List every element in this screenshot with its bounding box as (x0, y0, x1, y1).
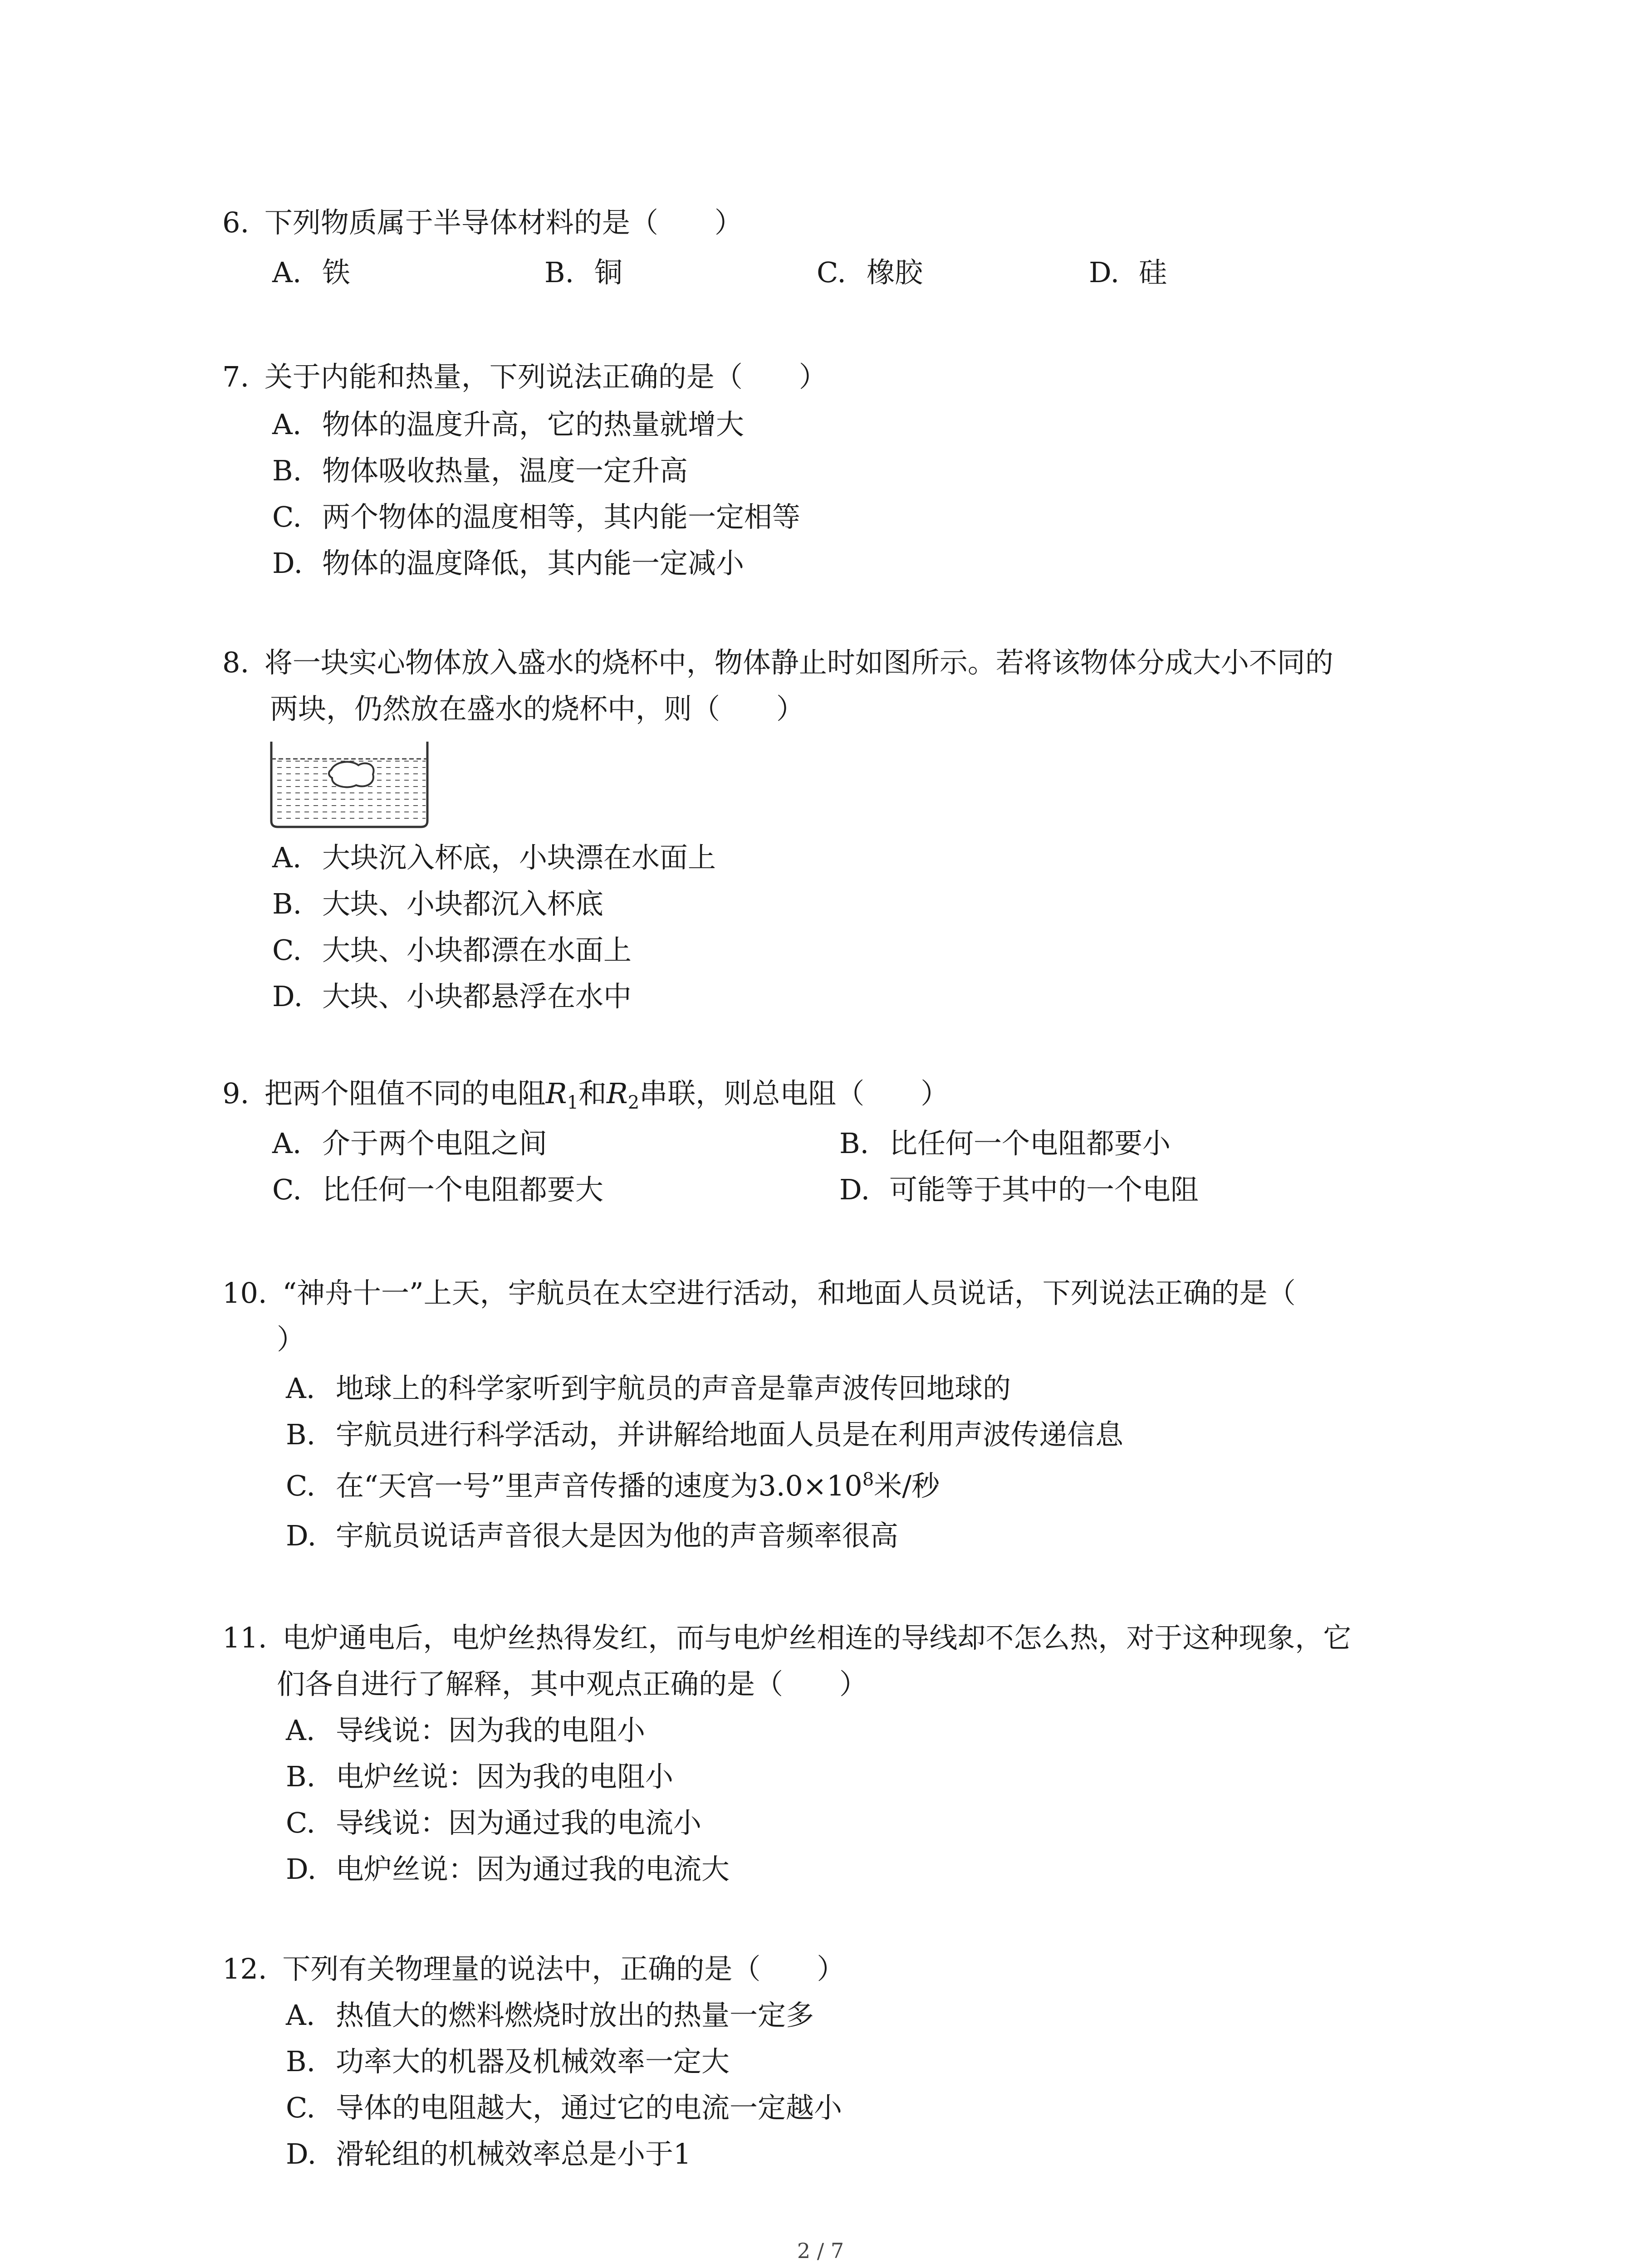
question-stem (222, 640, 1333, 686)
question-text: 关于内能和热量，下列说法正确的是（ ） (264, 360, 827, 393)
question-text: 电炉通电后，电炉丝热得发红，而与电炉丝相连的导线却不怎么热，对于这种现象，它 (282, 1621, 1352, 1654)
question-text: “神舟十一”上天，宇航员在太空进行活动，和地面人员说话，下列说法正确的是（ (282, 1276, 1296, 1310)
floating-object (329, 762, 374, 787)
option-d: D. 硅 (1089, 256, 1167, 289)
question-number: 6. (222, 206, 250, 239)
question-number: 12. (222, 1952, 267, 1985)
question-number: 10. (222, 1276, 267, 1310)
question-stem (222, 1615, 1351, 1661)
question-stem (222, 200, 743, 246)
option-b: B. 比任何一个电阻都要小 (839, 1127, 1171, 1160)
option-a: A. 铁 (272, 256, 351, 289)
option-b: B. 宇航员进行科学活动，并讲解给地面人员是在利用声波传递信息 (286, 1418, 1124, 1451)
option-d: D. 可能等于其中的一个电阻 (839, 1173, 1199, 1206)
option-d: D. 滑轮组的机械效率总是小于1 (286, 2137, 691, 2170)
option-b: B. 功率大的机器及机械效率一定大 (286, 2045, 730, 2078)
question-text: 将一块实心物体放入盛水的烧杯中，物体静止时如图所示。若将该物体分成大小不同的 (264, 646, 1333, 679)
option-d: D. 电炉丝说：因为通过我的电流大 (286, 1853, 730, 1886)
beaker-figure (268, 733, 431, 832)
option-c: C. 两个物体的温度相等，其内能一定相等 (272, 500, 801, 533)
option-d: D. 大块、小块都悬浮在水中 (272, 980, 632, 1013)
option-b: B. 物体吸收热量，温度一定升高 (272, 454, 688, 487)
option-c: C. 大块、小块都漂在水面上 (272, 934, 632, 967)
question-number: 9. (222, 1077, 250, 1110)
option-b: B. 电炉丝说：因为我的电阻小 (286, 1760, 674, 1793)
question-stem (222, 354, 827, 400)
question-number: 11. (222, 1621, 267, 1654)
question-text: 把两个阻值不同的电阻$R_1$和$R_2$串联，则总电阻（ ） (264, 1077, 949, 1113)
page-number: 2 / 7 (797, 2239, 844, 2263)
option-b: B. 大块、小块都沉入杯底 (272, 887, 604, 920)
option-c: C. 导线说：因为通过我的电流小 (286, 1806, 702, 1839)
option-b: B. 铜 (544, 256, 623, 289)
option-a: A. 介于两个电阻之间 (272, 1127, 548, 1160)
option-c: C. 橡胶 (817, 256, 923, 289)
option-a: A. 物体的温度升高，它的热量就增大 (272, 408, 745, 441)
option-a: A. 地球上的科学家听到宇航员的声音是靠声波传回地球的 (286, 1372, 1011, 1405)
option-a: A. 大块沉入杯底，小块漂在水面上 (272, 841, 716, 874)
question-stem (222, 1070, 949, 1126)
question-number: 7. (222, 360, 250, 393)
option-d: D. 物体的温度降低，其内能一定减小 (272, 547, 745, 580)
option-d: D. 宇航员说话声音很大是因为他的声音频率很高 (286, 1519, 899, 1552)
question-text: 下列物质属于半导体材料的是（ ） (264, 206, 743, 239)
question-text: 下列有关物理量的说法中，正确的是（ ） (282, 1952, 845, 1985)
option-a: A. 导线说：因为我的电阻小 (286, 1714, 646, 1747)
question-stem (222, 1270, 1296, 1316)
question-text-line2: ） (277, 1323, 305, 1356)
question-stem (222, 1946, 845, 1992)
option-c: C. 在“天宫一号”里声音传播的速度为$3.0\times 10^8$米/秒 (286, 1469, 940, 1502)
option-a: A. 热值大的燃料燃烧时放出的热量一定多 (286, 1999, 814, 2032)
option-c: C. 比任何一个电阻都要大 (272, 1173, 604, 1206)
option-c: C. 导体的电阻越大，通过它的电流一定越小 (286, 2091, 843, 2124)
question-text-line2: 两块，仍然放在盛水的烧杯中，则（ ） (270, 692, 805, 725)
question-text-line2: 们各自进行了解释，其中观点正确的是（ ） (277, 1667, 868, 1701)
question-number: 8. (222, 646, 250, 679)
